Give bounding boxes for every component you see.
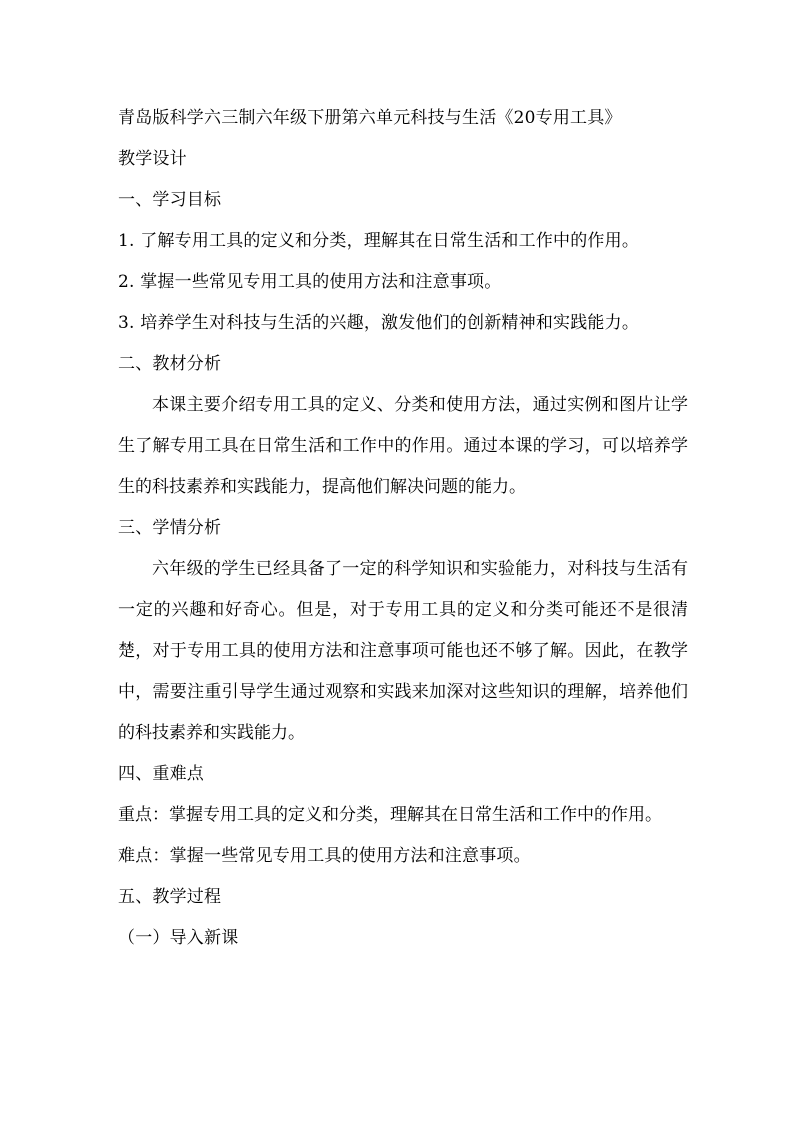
textbook-analysis-paragraph: 本课主要介绍专用工具的定义、分类和使用方法，通过实例和图片让学生了解专用工具在日常生活和工作中的作用。通过本课的学习，可以培养学生的科技素养和实践能力，提高他们解决问题的能力。: [118, 395, 688, 497]
goal-item-3: 3. 培养学生对科技与生活的兴趣，激发他们的创新精神和实践能力。: [118, 313, 640, 333]
difficult-point-line: 难点：掌握一些常见专用工具的使用方法和注意事项。: [118, 846, 531, 866]
goal-item-2: 2. 掌握一些常见专用工具的使用方法和注意事项。: [118, 272, 502, 292]
subsection-heading-introduction: （一）导入新课: [118, 928, 239, 948]
section-heading-student-analysis: 三、学情分析: [118, 518, 222, 538]
section-heading-teaching-process: 五、教学过程: [118, 887, 222, 907]
section-heading-key-points: 四、重难点: [118, 764, 204, 784]
key-point-paragraph: 重点：掌握专用工具的定义和分类，理解其在日常生活和工作中的作用。: [118, 805, 662, 825]
document-title-continued: 教学设计: [118, 149, 187, 169]
section-heading-learning-goals: 一、学习目标: [118, 190, 222, 210]
section-heading-textbook-analysis: 二、教材分析: [118, 354, 222, 374]
document-body: [118, 98, 688, 959]
goal-item-1: 1. 了解专用工具的定义和分类，理解其在日常生活和工作中的作用。: [118, 231, 640, 251]
student-analysis-paragraph: 六年级的学生已经具备了一定的科学知识和实验能力，对科技与生活有一定的兴趣和好奇心。但是，对于专用工具的定义和分类可能还不是很清楚，对于专用工具的使用方法和注意事项可能也还不够了解。因此，在教学中，需要注重引导学生通过观察和实践来加深对这些知识的理解，培养他们的科技素养和实践能力。: [118, 559, 688, 743]
document-title: 青岛版科学六三制六年级下册第六单元科技与生活《20专用工具》: [118, 108, 622, 128]
